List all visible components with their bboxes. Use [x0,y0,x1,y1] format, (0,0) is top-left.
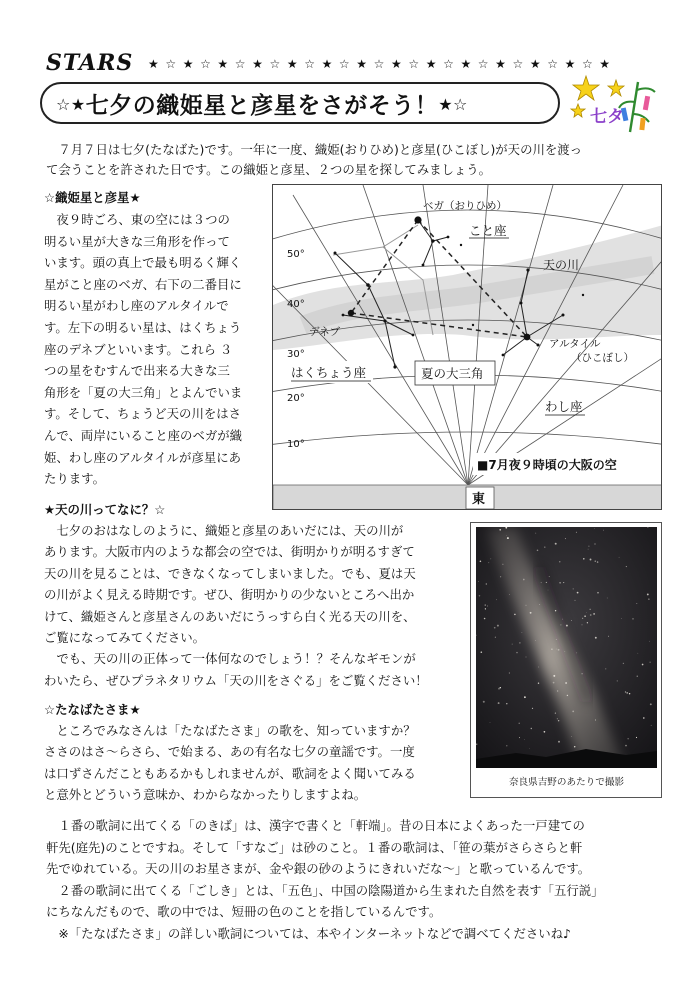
text-line: 天の川を見ることは、できなくなってしまいました。でも、夏は天 [44,565,416,581]
photo-star [488,562,489,563]
photo-star [502,564,503,565]
text-line: ※「たなばたさま」の詳しい歌詞については、本やインターネットなどで調べてくださいね♪ [46,926,571,941]
photo-star [595,637,597,639]
photo-star [507,537,509,539]
photo-star [571,736,572,737]
photo-star [637,653,638,654]
text-line: 座のデネブといいます。これら ３ [44,341,233,357]
photo-star [572,711,574,713]
photo-star [593,613,595,615]
yellow-star-icon [573,76,599,100]
photo-star [626,692,628,694]
photo-star [537,550,539,552]
photo-star [553,682,555,684]
photo-star [594,528,595,529]
photo-star [551,648,553,650]
photo-star [557,690,558,691]
text-line: 星がこと座のベガ、右下の二番目に [44,276,242,292]
text-line: けて、織姫さんと彦星さんのあいだにうっすら白く光る天の川を、 [44,608,416,624]
photo-star [478,581,479,582]
altitude-20-label: 20° [287,393,305,404]
photo-star [605,668,606,669]
east-label: 東 [472,492,486,507]
bamboo-icon [630,82,638,132]
photo-star [597,592,599,594]
photo-star [582,625,583,626]
photo-star [562,619,563,620]
photo-star [535,533,536,534]
photo-star [558,720,559,721]
photo-star [564,651,565,652]
photo-star [642,664,644,666]
text-line: います。頭の真上で最も明るく輝く [44,255,242,271]
photo-star [530,612,532,614]
photo-star [559,561,560,562]
text-line: す。そして、ちょうど天の川をはさ [44,406,242,422]
photo-star [531,728,532,729]
photo-star [636,737,637,738]
photo-star [544,731,546,733]
altair-star [524,334,531,341]
tanabata-deco-image [566,74,662,136]
photo-star [571,620,572,621]
photo-star [519,723,520,724]
photo-star [565,682,567,684]
text-line: わいたら、ぜひプラネタリウム「天の川をさぐる」をご覧ください！ [44,672,428,688]
photo-star [563,582,564,583]
photo-star [628,738,629,739]
summer-triangle-label: 夏の大三角 [421,366,484,381]
photo-star [519,737,520,738]
photo-star [567,695,568,696]
photo-star [524,739,525,740]
text-line: の川がよく見える時期です。ぜひ、街明かりの少ないところへ出か [44,587,415,603]
photo-star [582,618,583,619]
section-heading-milky-way: ★天の川ってなに？☆ [44,502,166,517]
photo-star [498,688,500,690]
photo-star [500,576,501,577]
page-title [56,87,468,120]
altitude-50-label: 50° [287,249,305,260]
photo-star [559,582,561,584]
photo-star [490,559,491,560]
section-heading-tanabata-song: ☆たなばたさま★ [44,702,141,717]
photo-star [629,693,630,694]
photo-star [590,559,592,561]
photo-star [556,639,557,640]
cygnus-label: はくちょう座 [291,365,367,380]
photo-star [573,588,574,589]
text-line: 七夕のおはなしのように、織姫と彦星のあいだには、天の川が [44,523,404,538]
photo-star [637,676,638,677]
photo-star [608,636,609,637]
title-text: 七夕の織姫星と彦星をさがそう！ [85,93,439,119]
photo-star [619,557,620,558]
photo-star [555,543,557,545]
photo-star [516,652,517,653]
photo-star [650,662,651,663]
deco-text: 七タ [590,107,624,127]
photo-star [529,748,530,749]
altitude-30-label: 30° [287,349,305,360]
text-line: １番の歌詞に出てくる「のきば」は、漢字で書くと「軒端」。昔の日本によくあった一戸建ての [46,818,585,833]
photo-star [576,653,577,654]
photo-star [648,598,649,599]
photo-star [494,627,496,629]
text-line: ２番の歌詞に出てくる「ごしき」とは、「五色」、中国の陰陽道から生まれた自然を表す「五行説」 [46,882,604,898]
photo-star [522,632,523,633]
photo-star [574,746,575,747]
photo-star [532,708,533,709]
yellow-star-icon [608,80,624,96]
photo-star [595,720,596,721]
photo-star [512,644,513,645]
photo-star [506,745,507,746]
photo-star [632,618,633,619]
text-line: 先でゆれている。天の川のお星さまが、金や銀の砂のようにきれいだな～」と歌っているんです。 [46,861,591,877]
photo-star [581,673,582,674]
photo-star [587,622,588,623]
deneb-star [348,310,354,316]
photo-star [487,606,488,607]
photo-star [481,651,483,653]
photo-star [479,595,480,596]
photo-star [549,576,550,577]
photo-star [539,604,540,605]
photo-star [650,703,652,705]
text-line: ご覧になってみてください。 [44,630,206,645]
aquila-label: わし座 [545,399,583,414]
photo-star [586,612,587,613]
photo-star [597,561,598,562]
photo-star [553,675,555,677]
photo-star [557,718,558,719]
map-caption: ■7月夜９時頃の大阪の空 [477,458,617,472]
photo-star [480,561,482,563]
photo-star [625,745,627,747]
photo-star [621,618,622,619]
photo-star [594,543,595,544]
star-map [272,184,662,510]
photo-star [524,696,526,698]
photo-star [595,560,597,562]
photo-star [506,703,507,704]
photo-star [538,667,539,668]
photo-star [555,712,556,713]
photo-star [590,614,592,616]
photo-star [626,566,627,567]
text-line: と意外とどういう意味か、わからなかったりしますよね。 [44,787,367,803]
photo-star [499,529,501,531]
vega-label: ベガ（おりひめ） [423,200,507,212]
milky-way-photo [476,527,657,768]
photo-star [590,609,591,610]
text-line: でも、天の川の正体って一体何なのでしょう！？そんなギモンが [44,651,416,667]
milky-way-label: 天の川 [543,258,580,272]
photo-star [636,603,637,604]
altair-label: アルタイル [549,338,601,350]
altitude-10-label: 10° [287,439,305,450]
star-decoration-row: ★☆★☆★☆★☆★☆★☆★☆★☆★☆★☆★☆★☆★☆★ [148,57,617,71]
intro-line: て会うことを許された日です。この織姫と彦星、２つの星を探してみましょう。 [46,162,492,177]
text-line: 明るい星がわし座のアルタイルで [44,298,229,314]
photo-star [546,582,547,583]
photo-star [484,618,486,620]
photo-star [556,649,557,650]
photo-star [558,649,560,651]
photo-star [497,625,499,627]
photo-star [496,599,497,600]
photo-star [576,532,577,533]
photo-star [519,642,520,643]
photo-star [583,558,585,560]
photo-star [526,657,527,658]
photo-star [509,673,510,674]
text-line: 角形を「夏の大三角」とよんでいま [44,384,243,400]
photo-star [560,624,561,625]
title-left-mark: ☆★ [56,95,86,114]
photo-star [500,687,501,688]
photo-star [538,683,539,684]
text-line: んで、両岸にいること座のベガが織 [44,428,243,443]
altitude-40-label: 40° [287,299,305,310]
deneb-label: デネブ [309,326,341,338]
photo-star [566,625,568,627]
photo-star [498,702,500,704]
text-line: 軒先(庭先)のことですね。そして「すなご」は砂のこと。１番の歌詞は、「笹の葉がさらさらと軒 [46,839,583,855]
photo-star [490,722,491,723]
photo-star [486,583,487,584]
photo-star [509,594,510,595]
photo-star [649,641,650,642]
photo-star [483,701,485,703]
photo-star [558,741,560,743]
text-line: にちなんだもので、歌の中では、短冊の色のことを指しているんです。 [46,904,442,920]
text-line: 夜９時ごろ、東の空には３つの [44,212,230,227]
text-line: たります。 [44,471,105,487]
photo-star [495,637,496,638]
intro-line: ７月７日は七夕(たなばた)です。一年に一度、織姫(おりひめ)と彦星(ひこぼし)が天の川を渡っ [46,142,583,157]
text-line: す。左下の明るい星は、はくちょう [44,320,242,335]
photo-star [555,610,556,611]
photo-star [647,593,649,595]
text-line: 姫、わし座のアルタイルが彦星にあ [44,449,242,465]
photo-star [603,530,604,531]
photo-star [544,546,545,547]
photo-star [651,725,652,726]
photo-star [523,579,525,581]
photo-star [584,615,586,617]
text-line: ところでみなさんは「たなばたさま」の歌を、知っていますか？ [44,723,416,738]
photo-star [485,605,486,606]
photo-star [607,598,608,599]
photo-star [525,605,526,606]
photo-star [541,582,542,583]
photo-star [617,680,618,681]
photo-star [588,546,589,547]
photo-star [514,614,516,616]
photo-star [485,608,486,609]
lyra-label: こと座 [469,223,507,238]
photo-star [548,590,549,591]
photo-star [577,592,579,594]
photo-star [588,549,589,550]
photo-star [506,535,507,536]
section-heading-orihime: ☆織姫星と彦星★ [44,190,141,205]
text-line: 明るい星が大きな三角形を作って [44,233,230,249]
photo-star [575,600,576,601]
photo-star [476,743,477,744]
photo-caption: 奈良県吉野のあたりで撮影 [508,777,625,788]
text-line: は口ずさんだこともあるかもしれませんが、歌詞をよく聞いてみる [44,765,416,781]
hikoboshi-label: （ひこぼし） [571,352,634,364]
photo-star [535,640,536,641]
text-line: あります。大阪市内のような都会の空では、街明かりが明るすぎて [44,544,415,560]
photo-star [565,538,566,539]
stars-logo: STARS [46,50,134,76]
photo-star [643,717,645,719]
text-line: ささのはさ～らさら、で始まる、あの有名な七夕の童謡です。一度 [44,744,415,760]
photo-star [625,691,626,692]
vega-star [414,216,421,223]
photo-star [623,663,624,664]
title-right-mark: ★☆ [438,95,468,114]
text-line: つの星をむすんで出来る大きな三 [44,363,230,379]
yellow-star-icon [571,104,585,117]
